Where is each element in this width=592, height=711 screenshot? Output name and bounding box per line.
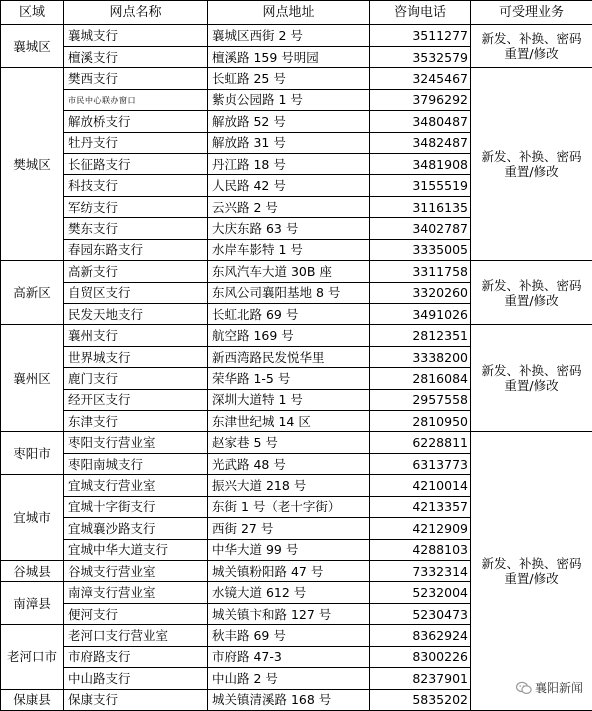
district-cell: 高新区 xyxy=(1,261,64,325)
district-cell: 襄州区 xyxy=(1,325,64,432)
branch-phone: 3511277 xyxy=(370,25,471,46)
branch-phone: 2957558 xyxy=(370,389,471,410)
branch-name: 樊西支行 xyxy=(64,68,208,89)
branch-name: 宜城十字街支行 xyxy=(64,496,208,517)
branch-phone: 2816084 xyxy=(370,368,471,389)
branch-name: 便河支行 xyxy=(64,603,208,624)
branch-name xyxy=(64,89,208,110)
services-line-1: 新发、补换、密码 xyxy=(481,363,582,379)
branch-address: 长虹路 25 号 xyxy=(208,68,370,89)
branch-phone: 4212909 xyxy=(370,518,471,539)
header-row xyxy=(1,1,592,25)
services-cell xyxy=(471,261,592,325)
branch-phone: 5230473 xyxy=(370,603,471,624)
branch-name: 老河口支行营业室 xyxy=(64,625,208,646)
branch-address: 航空路 169 号 xyxy=(208,325,370,346)
branch-name: 牡丹支行 xyxy=(64,132,208,153)
branch-address: 水岸车影特 1 号 xyxy=(208,239,370,260)
branch-address: 襄城区西街 2 号 xyxy=(208,25,370,46)
services-line-2: 重置/修改 xyxy=(504,46,559,62)
branch-name: 宜城襄沙路支行 xyxy=(64,518,208,539)
branch-address: 东风公司襄阳基地 8 号 xyxy=(208,282,370,303)
branch-phone: 4288103 xyxy=(370,539,471,560)
table-row xyxy=(1,432,592,453)
branch-name: 高新支行 xyxy=(64,261,208,282)
branch-address: 解放路 52 号 xyxy=(208,111,370,132)
services-cell xyxy=(471,25,592,68)
header-phone: 咨询电话 xyxy=(370,1,471,25)
branch-address: 东街 1 号（老十字街） xyxy=(208,496,370,517)
branch-name: 长征路支行 xyxy=(64,154,208,175)
services-line-2: 重置/修改 xyxy=(504,164,559,180)
table-row xyxy=(1,325,592,346)
branch-name: 自贸区支行 xyxy=(64,282,208,303)
services-line-1: 新发、补换、密码 xyxy=(481,149,582,165)
services-line-2: 重置/修改 xyxy=(504,292,559,308)
branch-phone: 5835202 xyxy=(370,689,471,710)
branch-phone: 5232004 xyxy=(370,582,471,603)
branch-address: 光武路 48 号 xyxy=(208,453,370,474)
branch-phone: 3402787 xyxy=(370,218,471,239)
header-services: 可受理业务 xyxy=(471,1,592,25)
branch-address: 云兴路 2 号 xyxy=(208,196,370,217)
district-cell: 襄城区 xyxy=(1,25,64,68)
branch-address: 西街 27 号 xyxy=(208,518,370,539)
branch-name: 宜城中华大道支行 xyxy=(64,539,208,560)
branch-address: 中华大道 99 号 xyxy=(208,539,370,560)
services-cell xyxy=(471,325,592,432)
branch-name: 谷城支行营业室 xyxy=(64,561,208,582)
services-line-1: 新发、补换、密码 xyxy=(481,556,582,572)
branch-phone: 4213357 xyxy=(370,496,471,517)
branch-name: 鹿门支行 xyxy=(64,368,208,389)
branch-address: 大庆东路 63 号 xyxy=(208,218,370,239)
branch-address: 秋丰路 69 号 xyxy=(208,625,370,646)
branch-address: 城关镇卞和路 127 号 xyxy=(208,603,370,624)
branch-phone: 3116135 xyxy=(370,196,471,217)
services-line-2: 重置/修改 xyxy=(504,571,559,587)
branch-name: 宜城支行营业室 xyxy=(64,475,208,496)
table-row xyxy=(1,25,592,46)
branch-address: 东风汽车大道 30B 座 xyxy=(208,261,370,282)
branch-address: 檀溪路 159 号明园 xyxy=(208,46,370,67)
branch-phone: 8362924 xyxy=(370,625,471,646)
branch-name: 枣阳支行营业室 xyxy=(64,432,208,453)
district-cell: 南漳县 xyxy=(1,582,64,625)
branch-phone: 6313773 xyxy=(370,453,471,474)
district-cell: 枣阳市 xyxy=(1,432,64,475)
branch-name: 世界城支行 xyxy=(64,346,208,367)
branch-address: 深圳大道特 1 号 xyxy=(208,389,370,410)
branch-address: 长虹北路 69 号 xyxy=(208,303,370,324)
branch-phone: 7332314 xyxy=(370,561,471,582)
branch-address: 丹江路 18 号 xyxy=(208,154,370,175)
branch-address: 城关镇粉阳路 47 号 xyxy=(208,561,370,582)
branch-phone: 4210014 xyxy=(370,475,471,496)
branch-name: 东津支行 xyxy=(64,411,208,432)
services-line-2: 重置/修改 xyxy=(504,378,559,394)
branch-phone: 8300226 xyxy=(370,646,471,667)
services-line-1: 新发、补换、密码 xyxy=(481,277,582,293)
branch-phone: 3245467 xyxy=(370,68,471,89)
district-cell: 宜城市 xyxy=(1,475,64,561)
branch-phone: 8237901 xyxy=(370,668,471,689)
branch-phone: 3320260 xyxy=(370,282,471,303)
services-cell xyxy=(471,68,592,261)
branch-address: 振兴大道 218 号 xyxy=(208,475,370,496)
branch-name: 市府路支行 xyxy=(64,646,208,667)
branch-name: 襄州支行 xyxy=(64,325,208,346)
branch-address: 新西湾路民发悦华里 xyxy=(208,346,370,367)
branch-phone: 3335005 xyxy=(370,239,471,260)
branch-name: 南漳支行营业室 xyxy=(64,582,208,603)
branch-phone: 3155519 xyxy=(370,175,471,196)
branch-name: 保康支行 xyxy=(64,689,208,710)
branch-address: 荣华路 1-5 号 xyxy=(208,368,370,389)
branch-phone: 3796292 xyxy=(370,89,471,110)
branch-address: 紫贞公园路 1 号 xyxy=(208,89,370,110)
branch-name-small: 市民中心联办窗口 xyxy=(68,96,136,106)
district-cell: 保康县 xyxy=(1,689,64,710)
branch-name: 民发天地支行 xyxy=(64,303,208,324)
branch-name: 解放桥支行 xyxy=(64,111,208,132)
branch-address: 赵家巷 5 号 xyxy=(208,432,370,453)
branch-address: 水镜大道 612 号 xyxy=(208,582,370,603)
wechat-icon xyxy=(516,681,532,695)
branch-phone: 3480487 xyxy=(370,111,471,132)
branch-phone: 3338200 xyxy=(370,346,471,367)
services-line-1: 新发、补换、密码 xyxy=(481,31,582,47)
branch-name: 春园东路支行 xyxy=(64,239,208,260)
district-cell: 谷城县 xyxy=(1,561,64,582)
branch-name: 檀溪支行 xyxy=(64,46,208,67)
branch-phone: 3532579 xyxy=(370,46,471,67)
branch-phone: 3481908 xyxy=(370,154,471,175)
branch-phone: 6228811 xyxy=(370,432,471,453)
watermark xyxy=(513,678,586,697)
branch-name: 经开区支行 xyxy=(64,389,208,410)
header-district: 区域 xyxy=(1,1,64,25)
branch-name: 中山路支行 xyxy=(64,668,208,689)
branch-address: 人民路 42 号 xyxy=(208,175,370,196)
branch-name: 军纺支行 xyxy=(64,196,208,217)
district-cell: 老河口市 xyxy=(1,625,64,689)
header-address: 网点地址 xyxy=(208,1,370,25)
branch-phone: 3491026 xyxy=(370,303,471,324)
header-branch-name: 网点名称 xyxy=(64,1,208,25)
table-row xyxy=(1,68,592,89)
watermark-text: 襄阳新闻 xyxy=(534,681,583,695)
branch-address: 市府路 47-3 xyxy=(208,646,370,667)
district-cell: 樊城区 xyxy=(1,68,64,261)
branch-phone: 3311758 xyxy=(370,261,471,282)
branch-address: 城关镇清溪路 168 号 xyxy=(208,689,370,710)
branch-phone: 2812351 xyxy=(370,325,471,346)
branch-address: 中山路 2 号 xyxy=(208,668,370,689)
branch-phone: 3482487 xyxy=(370,132,471,153)
branch-name: 襄城支行 xyxy=(64,25,208,46)
branch-address: 解放路 31 号 xyxy=(208,132,370,153)
branch-name: 枣阳南城支行 xyxy=(64,453,208,474)
services-cell xyxy=(471,432,592,711)
branch-phone: 2810950 xyxy=(370,411,471,432)
table-row xyxy=(1,261,592,282)
branch-address: 东津世纪城 14 区 xyxy=(208,411,370,432)
branch-name: 樊东支行 xyxy=(64,218,208,239)
branch-name: 科技支行 xyxy=(64,175,208,196)
